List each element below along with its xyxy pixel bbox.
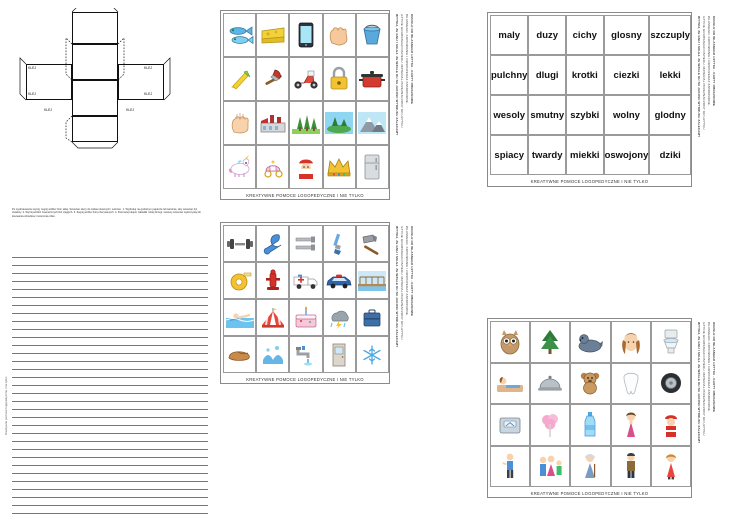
word-cell[interactable]: duzy: [528, 15, 566, 55]
net-label-2: KLEJ: [144, 66, 153, 70]
net-label-5: KLEJ: [44, 108, 53, 112]
card-2-side-line-2: UZYCIE GRUBSZEGO PAPIERU. MATERIAL PRZEZNACZONY DO UZYTKU: [400, 226, 404, 340]
picture-cell-man[interactable]: [611, 446, 651, 488]
picture-cell-scale[interactable]: [490, 404, 530, 446]
word-cell[interactable]: cichy: [566, 15, 604, 55]
picture-cell-corn[interactable]: [223, 57, 256, 101]
picture-cell-hands[interactable]: [223, 101, 256, 145]
card-footer-words: KREATYWNE POMOCE LOGOPEDYCZNE I NIE TYLKO: [530, 179, 649, 184]
picture-cell-person-walking[interactable]: [490, 446, 530, 488]
picture-grid-1: [223, 13, 389, 189]
word-cell[interactable]: smutny: [528, 95, 566, 135]
picture-cell-tape-measure[interactable]: [223, 262, 256, 299]
picture-cell-water-splash[interactable]: [256, 336, 289, 373]
picture-cell-fridge[interactable]: [356, 145, 389, 189]
word-cell[interactable]: dlugi: [528, 55, 566, 95]
picture-cell-ambulance[interactable]: [289, 262, 322, 299]
picture-cell-hair[interactable]: [611, 321, 651, 363]
word-cell[interactable]: pulchny: [490, 55, 528, 95]
lined-notes-sheet: [4, 255, 208, 513]
card-footer-1: KREATYWNE POMOCE LOGOPEDYCZNE I NIE TYLKO: [246, 193, 364, 198]
picture-cell-toilet[interactable]: [651, 321, 691, 363]
word-cell[interactable]: szybki: [566, 95, 604, 135]
card-footer-2: KREATYWNE POMOCE LOGOPEDYCZNE I NIE TYLKO: [246, 377, 364, 382]
picture-cell-grandma[interactable]: [570, 446, 610, 488]
picture-cell-police-car[interactable]: [323, 262, 356, 299]
picture-cell-scooter[interactable]: [289, 57, 322, 101]
notes-side-label: Kreatywne pomoce logopedyczne i nie tylko: [4, 376, 8, 435]
card-3-side-line-1: WYTNIJ, ZE GNIJ I SKLEJ. ZE WZGLE DU NA JAKOSC WYDRUKU ZALECAMY: [697, 322, 701, 444]
picture-cell-family[interactable]: [530, 446, 570, 488]
word-cell[interactable]: maly: [490, 15, 528, 55]
word-cell[interactable]: glosny: [604, 15, 650, 55]
picture-cell-paintbrush[interactable]: [323, 225, 356, 262]
picture-card-objects-2: [220, 222, 390, 384]
word-cell[interactable]: miekki: [566, 135, 604, 175]
card-1-side-line-2: UZYCIE GRUBSZEGO PAPIERU. MATERIAL PRZEZNACZONY DO UZYTKU: [400, 14, 404, 128]
picture-cell-dumbbell[interactable]: [223, 225, 256, 262]
word-card-side-line-2: UZYCIE GRUBSZEGO PAPIERU. MATERIAL PRZEZNACZONY DO UZYTKU: [702, 16, 706, 130]
picture-cell-storm-cloud[interactable]: [323, 299, 356, 336]
picture-cell-factory[interactable]: [256, 101, 289, 145]
picture-cell-fish[interactable]: [223, 13, 256, 57]
net-label-6: KLEJ: [126, 108, 135, 112]
picture-cell-suitcase[interactable]: [356, 299, 389, 336]
picture-cell-snowflake[interactable]: [356, 336, 389, 373]
word-cell[interactable]: twardy: [528, 135, 566, 175]
picture-cell-door[interactable]: [323, 336, 356, 373]
card-3-side-line-3: WLASNEGO. KOPIOWANIE I ODSPRZEDAZ ZABRONIONE.: [707, 322, 711, 412]
picture-cell-axe[interactable]: [256, 57, 289, 101]
card-footer-3: KREATYWNE POMOCE LOGOPEDYCZNE I NIE TYLKO: [530, 491, 649, 496]
word-cell[interactable]: spiacy: [490, 135, 528, 175]
word-card-side-line-4: DRUKUJ DO WLASNEGO UZYTKU - KARTY OBRAZKOWE: [712, 16, 716, 107]
picture-cell-santa-helper[interactable]: [651, 404, 691, 446]
word-cell[interactable]: ciezki: [604, 55, 650, 95]
word-card-adjectives: [487, 12, 692, 187]
picture-cell-forest[interactable]: [289, 101, 322, 145]
card-2-side-line-3: WLASNEGO. KOPIOWANIE I ODSPRZEDAZ ZABRONIONE.: [405, 226, 409, 316]
picture-cell-cheese[interactable]: [256, 13, 289, 57]
picture-cell-bottle[interactable]: [570, 404, 610, 446]
picture-cell-hand[interactable]: [323, 13, 356, 57]
picture-cell-faucet[interactable]: [289, 336, 322, 373]
picture-cell-teddy-bear[interactable]: [570, 363, 610, 405]
card-3-side-line-4: DRUKUJ DO WLASNEGO UZYTKU - KARTY OBRAZKOWE: [712, 322, 716, 413]
picture-cell-bucket[interactable]: [356, 13, 389, 57]
card-3-side-line-2: UZYCIE GRUBSZEGO PAPIERU. MATERIAL PRZEZNACZONY DO UZYTKU: [702, 322, 706, 436]
net-label-3: KLEJ: [28, 92, 37, 96]
picture-cell-hydrant[interactable]: [256, 262, 289, 299]
net-glue-tabs: [8, 8, 208, 208]
word-cell[interactable]: lekki: [649, 55, 691, 95]
picture-cell-girl[interactable]: [651, 446, 691, 488]
picture-cell-hammer[interactable]: [356, 225, 389, 262]
net-label-4: KLEJ: [144, 92, 153, 96]
lined-rows: [12, 255, 208, 513]
word-cell[interactable]: krotki: [566, 55, 604, 95]
picture-cell-carriage[interactable]: [256, 145, 289, 189]
picture-card-objects-1: [220, 10, 390, 200]
cube-net-template: [8, 8, 208, 218]
picture-grid-2: [223, 225, 389, 373]
picture-cell-unicorn[interactable]: [223, 145, 256, 189]
picture-cell-mountain[interactable]: [356, 101, 389, 145]
picture-cell-tooth[interactable]: [611, 363, 651, 405]
net-instructions: Po wydrukowaniu wytnij, zegnij wzdluz linii i sklej. Szescian sluzy do zabaw slownych i cwiczen. 1. Wydrukuj na grubszym papierze lub kartonie, aby szescian byl trwalszy. 2. Wytnij wzdluz zewnetrznych linii ciaglych. 3. Zegnij wzdluz linii przerywanych. 4. Posmaruj klejem zakladki i sklej brzegi. Gotowy szescian wykorzystaj do losowania obrazkow i tworzenia zdan.: [12, 208, 201, 218]
picture-cell-pot[interactable]: [356, 57, 389, 101]
picture-cell-tire[interactable]: [651, 363, 691, 405]
word-card-side-line-3: WLASNEGO. KOPIOWANIE I ODSPRZEDAZ ZABRONIONE.: [707, 16, 711, 106]
picture-cell-swimmer[interactable]: [223, 299, 256, 336]
word-cell[interactable]: oswojony: [604, 135, 650, 175]
picture-cell-padlock[interactable]: [323, 57, 356, 101]
word-grid: [490, 15, 691, 175]
word-card-side-line-1: WYTNIJ, ZE GNIJ I SKLEJ. ZE WZGLE DU NA JAKOSC WYDRUKU ZALECAMY: [697, 16, 701, 138]
picture-cell-bridge[interactable]: [356, 262, 389, 299]
picture-card-objects-3: [487, 318, 692, 498]
card-2-side-line-1: WYTNIJ, ZE GNIJ I SKLEJ. ZE WZGLE DU NA JAKOSC WYDRUKU ZALECAMY: [395, 226, 399, 348]
picture-cell-cloche[interactable]: [530, 363, 570, 405]
picture-cell-tree[interactable]: [530, 321, 570, 363]
picture-cell-cotton-candy[interactable]: [530, 404, 570, 446]
picture-cell-slipper[interactable]: [223, 336, 256, 373]
picture-cell-seal[interactable]: [570, 321, 610, 363]
picture-grid-3: [490, 321, 691, 487]
word-cell[interactable]: glodny: [649, 95, 691, 135]
picture-cell-island[interactable]: [323, 101, 356, 145]
card-1-side-line-3: WLASNEGO. KOPIOWANIE I ODSPRZEDAZ ZABRONIONE.: [405, 14, 409, 104]
picture-cell-santa[interactable]: [289, 145, 322, 189]
card-1-side-line-1: WYTNIJ, ZE GNIJ I SKLEJ. ZE WZGLE DU NA JAKOSC WYDRUKU ZALECAMY: [395, 14, 399, 136]
word-cell[interactable]: wolny: [604, 95, 650, 135]
picture-cell-owl[interactable]: [490, 321, 530, 363]
picture-cell-circus-tent[interactable]: [256, 299, 289, 336]
picture-cell-crown[interactable]: [323, 145, 356, 189]
picture-cell-smartphone[interactable]: [289, 13, 322, 57]
picture-cell-woman[interactable]: [611, 404, 651, 446]
word-cell[interactable]: szczuply: [649, 15, 691, 55]
picture-cell-cake[interactable]: [289, 299, 322, 336]
word-cell[interactable]: wesoly: [490, 95, 528, 135]
net-label-1: KLEJ: [28, 66, 37, 70]
picture-cell-person-lying[interactable]: [490, 363, 530, 405]
card-1-side-line-4: DRUKUJ DO WLASNEGO UZYTKU - KARTY OBRAZKOWE: [410, 14, 414, 105]
word-cell[interactable]: dziki: [649, 135, 691, 175]
picture-cell-screws[interactable]: [289, 225, 322, 262]
card-2-side-line-4: DRUKUJ DO WLASNEGO UZYTKU - KARTY OBRAZKOWE: [410, 226, 414, 317]
picture-cell-wrench[interactable]: [256, 225, 289, 262]
